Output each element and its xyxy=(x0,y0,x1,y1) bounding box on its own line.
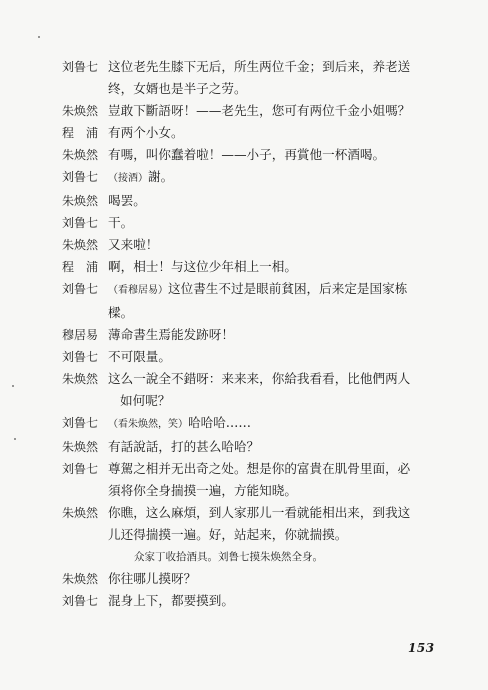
speaker-name: 朱焕然 xyxy=(62,572,99,586)
speaker-name: 朱焕然 xyxy=(62,104,99,118)
spoken-text: 混身上下，都要摸到。 xyxy=(108,593,234,608)
speaker-name: 刘鲁七 xyxy=(62,416,99,430)
speaker-name: 穆居易 xyxy=(62,328,99,342)
speaker-name: 朱焕然 xyxy=(62,194,99,208)
spoken-text: 又来啦！ xyxy=(108,237,159,252)
spoken-text: 啊，相士！与这位少年相上一相。 xyxy=(108,259,297,274)
stage-direction: （接酒） xyxy=(108,173,148,184)
spoken-text-body: 哈哈哈…… xyxy=(188,415,251,430)
dialogue-line xyxy=(62,166,454,190)
dialogue-line xyxy=(62,568,454,590)
speaker-name: 刘鲁七 xyxy=(62,462,99,476)
dialogue-line xyxy=(62,122,454,144)
dialogue-line xyxy=(62,412,454,436)
dialogue-continuation: 樑。 xyxy=(108,305,134,320)
spoken-text-body: 謝。 xyxy=(148,169,174,184)
spoken-text: 你往哪儿摸呀？ xyxy=(108,571,197,586)
speaker-name: 程 浦 xyxy=(62,126,99,140)
spoken-text: 有嗎，叫你蠢着啦！——小子，再賞他一杯酒喝。 xyxy=(108,147,386,162)
page-number: 153 xyxy=(408,641,435,655)
dialogue-line xyxy=(62,234,454,256)
dialogue-line xyxy=(62,436,454,458)
speaker-name: 程 浦 xyxy=(62,260,99,274)
dialogue-line xyxy=(62,346,454,368)
page-speck xyxy=(38,36,40,38)
spoken-text: 尊駕之相并无出奇之处。想是你的富貴在肌骨里面，必 xyxy=(108,461,411,476)
script-dialogue xyxy=(62,56,454,612)
dialogue-line xyxy=(62,590,454,612)
spoken-text xyxy=(108,278,454,302)
dialogue-line xyxy=(62,368,454,390)
speaker-name: 刘鲁七 xyxy=(62,170,99,184)
dialogue-line xyxy=(62,502,454,524)
dialogue-line xyxy=(62,56,454,78)
dialogue-continuation: 須将你全身揣摸一遍，方能知晓。 xyxy=(108,483,297,498)
spoken-text xyxy=(108,166,454,190)
dialogue-continuation: 儿还得揣摸一遍。好，站起来，你就揣摸。 xyxy=(108,527,348,542)
spoken-text: 有两个小女。 xyxy=(108,125,184,140)
speaker-name: 朱焕然 xyxy=(62,440,99,454)
spoken-text xyxy=(108,412,454,436)
stage-direction-line: 众家丁收拾酒具。刘鲁七摸朱焕然全身。 xyxy=(134,551,323,563)
stage-direction: （看穆居易） xyxy=(108,285,168,296)
speaker-name: 朱焕然 xyxy=(62,506,99,520)
spoken-text: 你瞧，这么麻煩，到人家那儿一看就能相出来，到我这 xyxy=(108,505,411,520)
spoken-text: 这位老先生膝下无后，所生两位千金；到后来，养老送 xyxy=(108,59,411,74)
dialogue-line xyxy=(62,256,454,278)
speaker-name: 刘鲁七 xyxy=(62,282,99,296)
spoken-text: 不可限量。 xyxy=(108,349,171,364)
dialogue-line xyxy=(62,458,454,480)
spoken-text: 薄命書生焉能发跡呀！ xyxy=(108,327,234,342)
speaker-name: 朱焕然 xyxy=(62,372,99,386)
dialogue-continuation: 如何呢？ xyxy=(120,393,171,408)
dialogue-line xyxy=(62,324,454,346)
spoken-text: 豈敢下斷語呀！——老先生，您可有两位千金小姐嗎？ xyxy=(108,103,411,118)
dialogue-line xyxy=(62,190,454,212)
spoken-text: 有話說話，打的甚么哈哈？ xyxy=(108,439,260,454)
speaker-name: 刘鲁七 xyxy=(62,60,99,74)
speaker-name: 朱焕然 xyxy=(62,238,99,252)
speaker-name: 刘鲁七 xyxy=(62,594,99,608)
page-speck xyxy=(12,385,14,387)
spoken-text: 干。 xyxy=(108,215,134,230)
dialogue-line xyxy=(62,278,454,302)
speaker-name: 刘鲁七 xyxy=(62,350,99,364)
dialogue-line xyxy=(62,212,454,234)
speaker-name: 刘鲁七 xyxy=(62,216,99,230)
page-speck xyxy=(14,438,16,440)
spoken-text-body: 这位書生不过是眼前貧困，后来定是国家栋 xyxy=(168,281,408,296)
stage-direction: （看朱焕然，笑） xyxy=(108,419,188,430)
spoken-text: 喝罢。 xyxy=(108,193,146,208)
dialogue-line xyxy=(62,100,454,122)
speaker-name: 朱焕然 xyxy=(62,148,99,162)
spoken-text: 这么一說全不錯呀：来来来，你給我看看，比他們两人 xyxy=(108,371,411,386)
dialogue-line xyxy=(62,144,454,166)
dialogue-continuation: 终，女婿也是半子之劳。 xyxy=(108,81,247,96)
